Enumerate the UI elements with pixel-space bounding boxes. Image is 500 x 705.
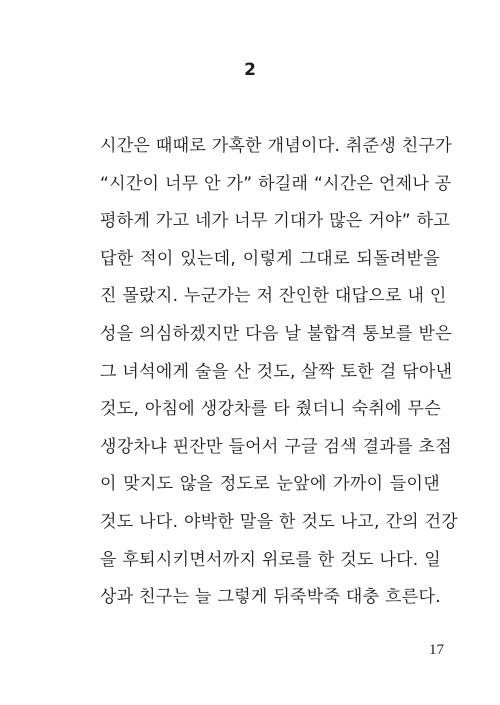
text-line: “시간이 너무 안 가” 하길래 “시간은 언제나 공 [100, 173, 452, 194]
text-line: 진 몰랐지. 누군가는 저 잔인한 대답으로 내 인 [100, 286, 447, 307]
text-line: 을 후퇴시키면서까지 위로를 한 것도 나다. 일 [100, 549, 441, 570]
text-line: 상과 친구는 늘 그렇게 뒤죽박죽 대충 흐른다. [100, 587, 441, 608]
text-line: 이 맞지도 않을 정도로 눈앞에 가까이 들이댄 [100, 474, 440, 495]
body-paragraph [100, 128, 459, 617]
text-line: 답한 적이 있는데, 이렇게 그대로 되돌려받을 [100, 248, 440, 269]
text-line: 시간은 때때로 가혹한 개념이다. 취준생 친구가 [100, 136, 452, 156]
page-number: 17 [429, 642, 444, 658]
text-line: 것도, 아침에 생강차를 타 줬더니 숙취에 무슨 [100, 399, 441, 420]
text-line: 생강차냐 핀잔만 들어서 구글 검색 결과를 초점 [100, 436, 452, 457]
text-line: 평하게 가고 네가 너무 기대가 많은 거야” 하고 [100, 211, 451, 232]
chapter-number: 2 [244, 60, 256, 80]
text-line: 성을 의심하겠지만 다음 날 불합격 통보를 받은 [100, 323, 452, 344]
text-line: 것도 나다. 야박한 말을 한 것도 나고, 간의 건강 [100, 511, 459, 532]
text-line: 그 녀석에게 술을 산 것도, 살짝 토한 걸 닦아낸 [100, 361, 453, 382]
